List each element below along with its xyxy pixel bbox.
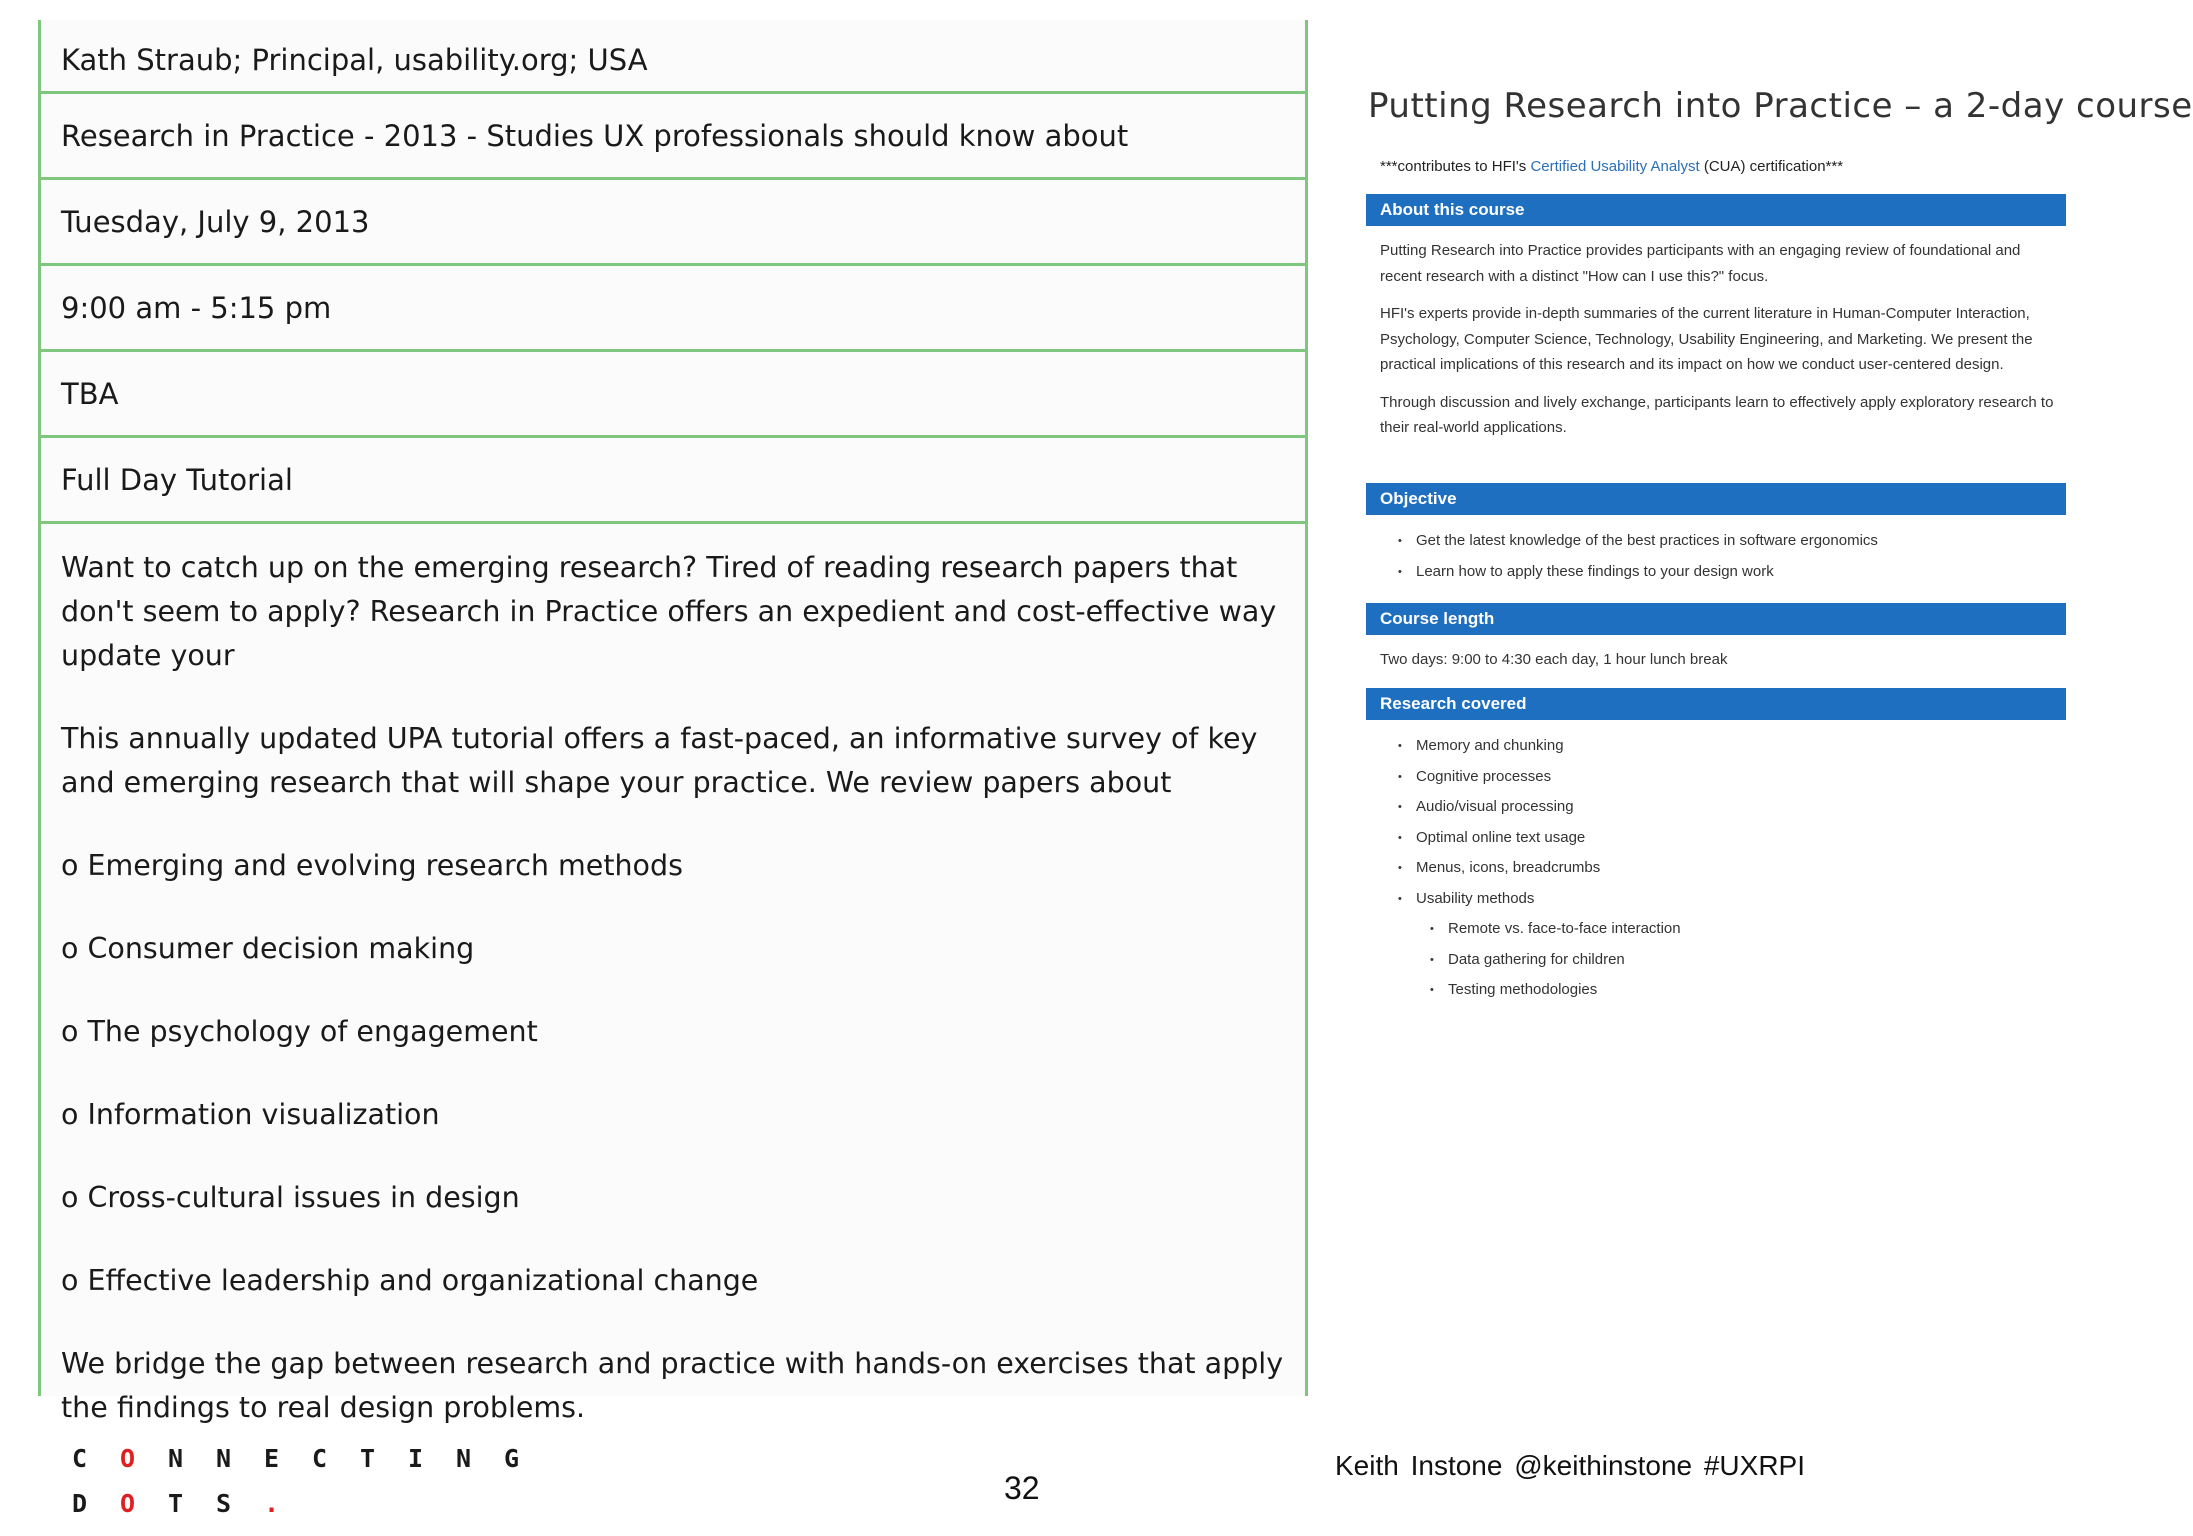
topic-bullet: o Effective leadership and organizational change — [61, 1264, 759, 1297]
logo-letter: . — [264, 1489, 280, 1518]
objective-text: Get the latest knowledge of the best practices in software ergonomics — [1416, 532, 1878, 549]
bullet-icon: • — [1398, 862, 1402, 874]
logo-letter: D — [72, 1489, 88, 1518]
logo-letter: C — [312, 1444, 328, 1473]
bullet-icon: • — [1398, 535, 1402, 547]
research-text: Cognitive processes — [1416, 767, 1552, 785]
research-subitem — [1398, 945, 1681, 976]
research-item — [1398, 762, 1681, 793]
research-subitem — [1398, 975, 1681, 1006]
logo-letter: N — [456, 1444, 472, 1473]
research-item — [1398, 792, 1681, 823]
topic-bullet: o Information visualization — [61, 1098, 440, 1131]
logo-row-connecting — [72, 1436, 552, 1481]
research-subtext: Testing methodologies — [1448, 981, 1598, 998]
research-text: Usability methods — [1416, 889, 1535, 907]
about-paragraph: Putting Research into Practice provides participants with an engaging review of foundational and recent research with a distinct "How can I use this?" focus. — [1380, 242, 2021, 285]
certification-prefix: ***contributes to HFI's — [1380, 158, 1531, 175]
logo-row-dots — [72, 1481, 552, 1526]
course-length-text: Two days: 9:00 to 4:30 each day, 1 hour lunch break — [1380, 651, 1728, 668]
bullet-icon: • — [1398, 565, 1402, 578]
bullet-icon: • — [1398, 892, 1402, 905]
session-listing-panel — [38, 20, 1308, 1424]
research-subtext: Remote vs. face-to-face interaction — [1448, 920, 1681, 937]
research-text: Audio/visual processing — [1416, 798, 1574, 815]
research-text: Optimal online text usage — [1416, 828, 1586, 846]
topic-bullet: o Cross-cultural issues in design — [61, 1181, 520, 1214]
research-text: Menus, icons, breadcrumbs — [1416, 859, 1601, 876]
objective-item — [1398, 526, 1878, 557]
session-date: Tuesday, July 9, 2013 — [41, 180, 1305, 266]
bullet-icon: • — [1430, 953, 1434, 966]
page-number: 32 — [1004, 1470, 1040, 1506]
topic-bullet: o Consumer decision making — [61, 932, 475, 965]
course-title: Putting Research into Practice – a 2-day course — [1368, 86, 2193, 126]
description-paragraph: Want to catch up on the emerging research? Tired of reading research papers that don't seem to apply? Research in Practice offers an expedient and cost-effective way update your — [61, 551, 1277, 672]
session-time: 9:00 am - 5:15 pm — [41, 266, 1305, 352]
session-description — [41, 524, 1305, 1430]
logo-letter: I — [408, 1444, 424, 1473]
footer-credit: Keith Instone @keithinstone #UXRPI — [1335, 1450, 1806, 1481]
logo-letter: N — [168, 1444, 184, 1473]
cua-link[interactable]: Certified Usability Analyst — [1530, 158, 1700, 175]
connecting-dots-logo — [72, 1436, 552, 1526]
logo-letter: O — [120, 1489, 136, 1518]
logo-letter: N — [216, 1444, 232, 1473]
logo-letter: G — [504, 1444, 520, 1473]
course-page-screenshot — [1360, 20, 2193, 1080]
certification-suffix: (CUA) certification*** — [1699, 158, 1844, 175]
logo-letter: O — [120, 1444, 136, 1473]
session-title: Research in Practice - 2013 - Studies UX professionals should know about — [41, 94, 1305, 180]
objective-section-header: Objective — [1366, 483, 2066, 515]
bullet-icon: • — [1398, 831, 1402, 844]
logo-letter: T — [360, 1444, 376, 1473]
research-item — [1398, 884, 1681, 915]
bullet-icon: • — [1430, 923, 1434, 935]
session-type: Full Day Tutorial — [41, 438, 1305, 524]
bullet-icon: • — [1430, 984, 1434, 996]
topic-bullet: o Emerging and evolving research methods — [61, 849, 683, 882]
research-item — [1398, 853, 1681, 884]
certification-note — [1380, 158, 1843, 175]
research-text: Memory and chunking — [1416, 737, 1564, 754]
about-paragraph: Through discussion and lively exchange, participants learn to effectively apply exploratory research to their real-world applications. — [1380, 393, 2054, 436]
research-covered-header: Research covered — [1366, 688, 2066, 720]
about-section-body — [1380, 238, 2060, 453]
bullet-icon: • — [1398, 740, 1402, 752]
objective-text: Learn how to apply these findings to your design work — [1416, 562, 1774, 580]
topic-bullet: o The psychology of engagement — [61, 1015, 538, 1048]
about-paragraph: HFI's experts provide in-depth summaries of the current literature in Human-Computer Interaction, Psychology, Computer Science, Technology, Usability Engineering, and Marketing. We present the practical implications of this research and its impact on how we conduct user-centered design. — [1380, 305, 2033, 373]
about-section-header: About this course — [1366, 194, 2066, 226]
logo-letter: T — [168, 1489, 184, 1518]
research-subitem — [1398, 914, 1681, 945]
bullet-icon: • — [1398, 801, 1402, 813]
session-presenter: Kath Straub; Principal, usability.org; USA — [41, 20, 1305, 94]
logo-letter: C — [72, 1444, 88, 1473]
description-paragraph: We bridge the gap between research and practice with hands-on exercises that apply the findings to real design problems. — [61, 1347, 1284, 1424]
session-room: TBA — [41, 352, 1305, 438]
bullet-icon: • — [1398, 770, 1402, 783]
logo-letter: E — [264, 1444, 280, 1473]
research-list — [1398, 731, 1681, 1006]
objective-item — [1398, 557, 1878, 588]
research-item — [1398, 731, 1681, 762]
research-subtext: Data gathering for children — [1448, 950, 1625, 968]
logo-letter: S — [216, 1489, 232, 1518]
objective-list — [1398, 526, 1878, 587]
course-length-header: Course length — [1366, 603, 2066, 635]
description-paragraph: This annually updated UPA tutorial offers a fast-paced, an informative survey of key and emerging research that will shape your practice. We review papers about — [61, 722, 1258, 799]
research-item — [1398, 823, 1681, 854]
